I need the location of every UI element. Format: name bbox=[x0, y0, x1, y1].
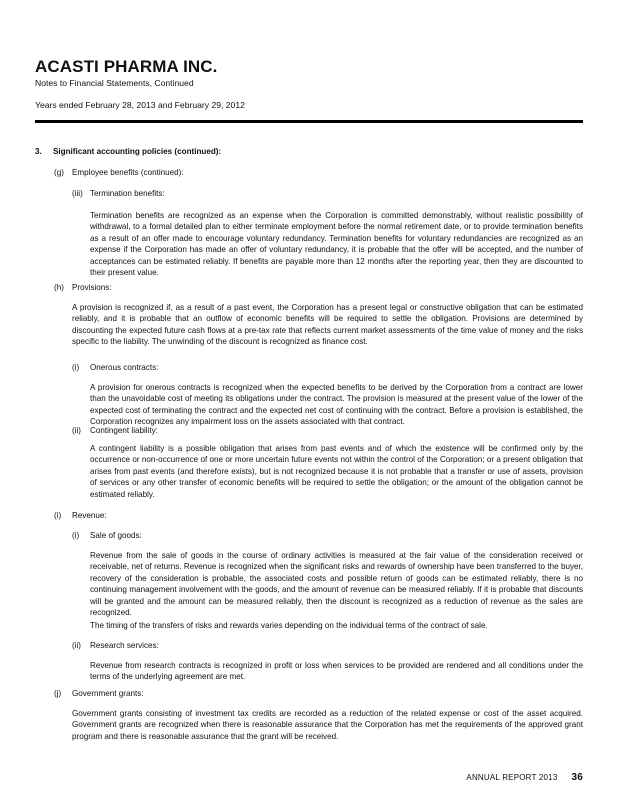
item-i-ii-marker: (ii) bbox=[72, 641, 81, 650]
research-services-text: Revenue from research contracts is recognized in profit or loss when services to be provided are rendered and all conditions under the terms of the underlying agreement are met. bbox=[90, 661, 583, 682]
termination-benefits-text: Termination benefits are recognized as an expense when the Corporation is committed demonstrably, without realistic possibility of withdrawal, to a formal detailed plan to either terminate employment before the normal retirement date, or to provide termination benefits as a result of an offer made to encourage voluntary redundancy. Termination benefits for voluntary redundancies are recognized as an expense if the Corporation has made an offer of voluntary redundancy, it is probable that the offer will be accepted, and the number of acceptances can be estimated reliably. If benefits are payable more than 12 months after the reporting year, then they are discounted to their present value. bbox=[90, 211, 583, 278]
item-i-ii-title: Research services: bbox=[90, 641, 159, 650]
item-g-heading bbox=[54, 167, 184, 178]
item-g-iii-title: Termination benefits: bbox=[90, 189, 165, 198]
item-h-title: Provisions: bbox=[72, 283, 112, 292]
contingent-liability-text: A contingent liability is a possible obligation that arises from past events and of which the existence will be confirmed only by the occurrence or non-occurrence of one or more uncertain future events not within the control of the Corporation; or a present obligation that arises from past events (and therefore exists), but is not recognized because it is not probable that a transfer or use of assets, provision of services or any other transfer of economic benefits will be required to settle the obligation; or the amount of the obligation cannot be estimated reliably. bbox=[90, 444, 583, 499]
section-title bbox=[35, 146, 221, 157]
page-header bbox=[35, 57, 583, 111]
item-i-i-title: Sale of goods: bbox=[90, 531, 142, 540]
provisions-text: A provision is recognized if, as a result of a past event, the Corporation has a present legal or constructive obligation that can be estimated reliably, and it is probable that an outflow of economic benefits will be required to settle the obligation. Provisions are determined by discounting the expected future cash flows at a pre-tax rate that reflects current market assessments of the time value of money and the risks specific to the liability. The unwinding of the discount is recognized as finance cost. bbox=[72, 303, 583, 347]
section-title-text: Significant accounting policies (continued): bbox=[53, 147, 222, 156]
document-subtitle: Notes to Financial Statements, Continued bbox=[35, 78, 194, 88]
item-j-title: Government grants: bbox=[72, 689, 144, 698]
item-g-title: Employee benefits (continued): bbox=[72, 168, 184, 177]
item-g-iii-marker: (iii) bbox=[72, 189, 83, 198]
item-j-marker: (j) bbox=[54, 689, 62, 698]
item-g-iii-heading bbox=[72, 188, 165, 199]
sale-of-goods-timing-text: The timing of the transfers of risks and rewards varies depending on the individual terms of the contract of sale. bbox=[90, 621, 488, 630]
item-i-i-heading bbox=[72, 530, 142, 541]
item-h-ii-title: Contingent liability: bbox=[90, 426, 158, 435]
item-h-i-marker: (i) bbox=[72, 363, 80, 372]
item-h-ii-heading bbox=[72, 425, 158, 436]
item-i-title: Revenue: bbox=[72, 511, 107, 520]
government-grants-text: Government grants consisting of investment tax credits are recorded as a reduction of the related expense or cost of the asset acquired. Government grants are recognized when there is reasonable assurance that the Corporation has met the requirements of the approved grant program and there is reasonable assurance that the grant will be received. bbox=[72, 709, 583, 741]
page-number: 36 bbox=[571, 772, 583, 783]
item-h-heading bbox=[54, 282, 112, 293]
header-rule bbox=[35, 120, 583, 123]
item-h-i-title: Onerous contracts: bbox=[90, 363, 159, 372]
period-line: Years ended February 28, 2013 and February 29, 2012 bbox=[35, 100, 245, 110]
sale-of-goods-text: Revenue from the sale of goods in the course of ordinary activities is measured at the fair value of the consideration received or receivable, net of returns. Revenue is recognized when the significant risks and rewards of ownership have been transferred to the buyer, recovery of the consideration is probable, the associated costs and possible return of goods can be estimated reliably, there is no continuing management involvement with the goods, and the amount of revenue can be measured reliably. If it is probable that discounts will be granted and the amount can be measured reliably, then the discount is recognized as a reduction of revenue as the sales are recognized. bbox=[90, 551, 583, 618]
item-j-heading bbox=[54, 688, 144, 699]
item-i-ii-heading bbox=[72, 640, 159, 651]
page-footer bbox=[466, 772, 583, 783]
item-h-marker: (h) bbox=[54, 283, 64, 292]
section-number: 3. bbox=[35, 147, 42, 156]
footer-label: ANNUAL REPORT 2013 bbox=[466, 773, 558, 782]
item-h-i-heading bbox=[72, 362, 158, 373]
item-i-i-marker: (i) bbox=[72, 531, 80, 540]
item-g-marker: (g) bbox=[54, 168, 64, 177]
item-i-heading bbox=[54, 510, 107, 521]
onerous-contracts-text: A provision for onerous contracts is recognized when the expected benefits to be derived by the Corporation from a contract are lower than the unavoidable cost of meeting its obligations under the contract. The provision is measured at the present value of the lower of the expected cost of terminating the contract and the expected net cost of continuing with the contract. Before a provision is established, the Corporation recognizes any impairment loss on the assets associated with that contract. bbox=[90, 383, 583, 427]
item-h-ii-marker: (ii) bbox=[72, 426, 81, 435]
company-name: ACASTI PHARMA INC. bbox=[35, 57, 218, 76]
item-i-marker: (i) bbox=[54, 511, 62, 520]
